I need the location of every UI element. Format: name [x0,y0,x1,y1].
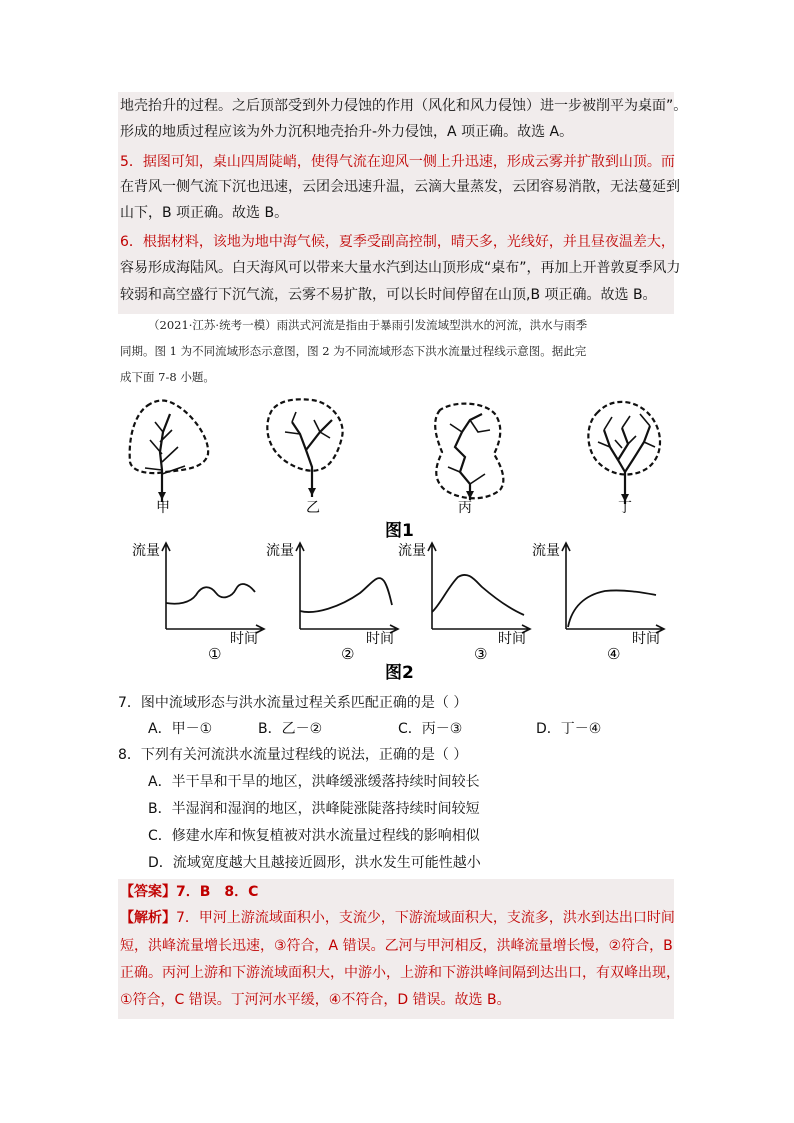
q5-explanation: 在背风一侧气流下沉也迅速，云团会迅速升温，云滴大量蒸发，云团容易消散，无法蔓延到 [120,179,680,195]
answer-line [120,882,258,902]
q7-option-d[interactable]: D．丁－④ [536,721,602,737]
axes-3 [428,543,530,633]
x-axis-label-4: 时间 [632,631,660,647]
axes-4 [562,543,664,633]
y-axis-label-2: 流量 [266,543,294,559]
figure1-basin-shapes [0,392,794,542]
q8-option-a[interactable]: A．半干旱和干旱的地区，洪峰缓涨缓落持续时间较长 [148,774,480,790]
intro-text: （2021·江苏·统考一模）雨洪式河流是指由于暴雨引发流域型洪水的河流，洪水与雨季 [148,318,588,332]
panel-label-4: ④ [607,645,621,663]
x-axis-label-2: 时间 [366,631,394,647]
figure1-caption: 图1 [385,521,414,541]
q7-option-b[interactable]: B．乙－② [258,721,323,737]
analysis-text: 7．甲河上游流域面积小，支流少，下游流域面积大，支流多，洪水到达出口时间 [176,910,675,926]
panel-label-3: ③ [474,645,488,663]
basin-label-yi: 乙 [306,500,320,516]
basin-label-jia: 甲 [156,500,170,516]
q8-option-b[interactable]: B．半湿润和湿润的地区，洪峰陡涨陡落持续时间较短 [148,801,480,817]
explanation-line: 形成的地质过程应该为外力沉积地壳抬升-外力侵蚀，A 项正确。故选 A。 [120,124,574,140]
basin-jia [130,401,208,502]
basin-yi [267,399,342,497]
intro-text: 同期。图 1 为不同流域形态示意图，图 2 为不同流域形态下洪水流量过程线示意图。据此完 [120,344,587,358]
q5-explanation: 山下，B 项正确。故选 B。 [120,205,289,221]
q8-option-c[interactable]: C．修建水库和恢复植被对洪水流量过程线的影响相似 [148,828,480,844]
x-axis-label-1: 时间 [230,631,258,647]
intro-text: 成下面 7-8 小题。 [120,370,215,384]
q8-stem: 8．下列有关河流洪水流量过程线的说法，正确的是（ ） [118,747,468,763]
q7-stem: 7．图中流域形态与洪水流量过程关系匹配正确的是（ ） [118,695,468,711]
q5-explanation: 5．据图可知，桌山四周陡峭，使得气流在迎风一侧上升迅速，形成云雾并扩散到山顶。而 [120,154,675,170]
y-axis-label-3: 流量 [398,543,426,559]
basin-bing [435,404,503,500]
hydrograph-curve-1 [166,584,255,604]
panel-label-1: ① [208,645,222,663]
analysis-label: 【解析】 [120,910,176,926]
axes-1 [162,543,264,633]
figure2-hydrographs [0,537,794,687]
basin-label-ding: 丁 [618,500,632,516]
hydrograph-curve-4 [568,590,656,627]
axes-2 [296,543,398,633]
panel-label-2: ② [341,645,355,663]
q7-option-c[interactable]: C．丙－③ [398,721,463,737]
q7-option-a[interactable]: A．甲－① [148,721,213,737]
explanation-line: 地壳抬升的过程。之后顶部受到外力侵蚀的作用（风化和风力侵蚀）进一步被削平为桌面”。 [120,98,688,114]
hydrograph-curve-3 [432,575,524,615]
figure2-caption: 图2 [385,663,414,683]
y-axis-label-4: 流量 [532,543,560,559]
analysis-line: 短，洪峰流量增长迅速，③符合，A 错误。乙河与甲河相反，洪峰流量增长慢，②符合，B [120,938,673,954]
x-axis-label-3: 时间 [498,631,526,647]
analysis-line: 正确。丙河上游和下游流域面积大，中游小，上游和下游洪峰间隔到达出口，有双峰出现， [120,965,680,981]
q6-explanation: 较弱和高空盛行下沉气流，云雾不易扩散，可以长时间停留在山顶,B 项正确。故选 B。 [120,287,657,303]
hydrograph-curve-2 [300,578,392,612]
answer-label: 【答案】 [120,884,176,900]
q6-explanation: 容易形成海陆风。白天海风可以带来大量水汽到达山顶形成“桌布”，再加上开普敦夏季风力 [120,260,681,276]
q8-option-d[interactable]: D．流域宽度越大且越接近圆形，洪水发生可能性越小 [148,855,481,871]
y-axis-label-1: 流量 [132,543,160,559]
q6-explanation: 6．根据材料，该地为地中海气候，夏季受副高控制，晴天多，光线好，并且昼夜温差大， [120,234,675,250]
basin-ding [588,402,660,504]
answer-text: 7．B 8．C [176,884,259,900]
analysis-line: ①符合，C 错误。丁河河水平缓，④不符合，D 错误。故选 B。 [120,992,511,1008]
analysis-line [120,908,675,928]
basin-label-bing: 丙 [458,500,472,516]
